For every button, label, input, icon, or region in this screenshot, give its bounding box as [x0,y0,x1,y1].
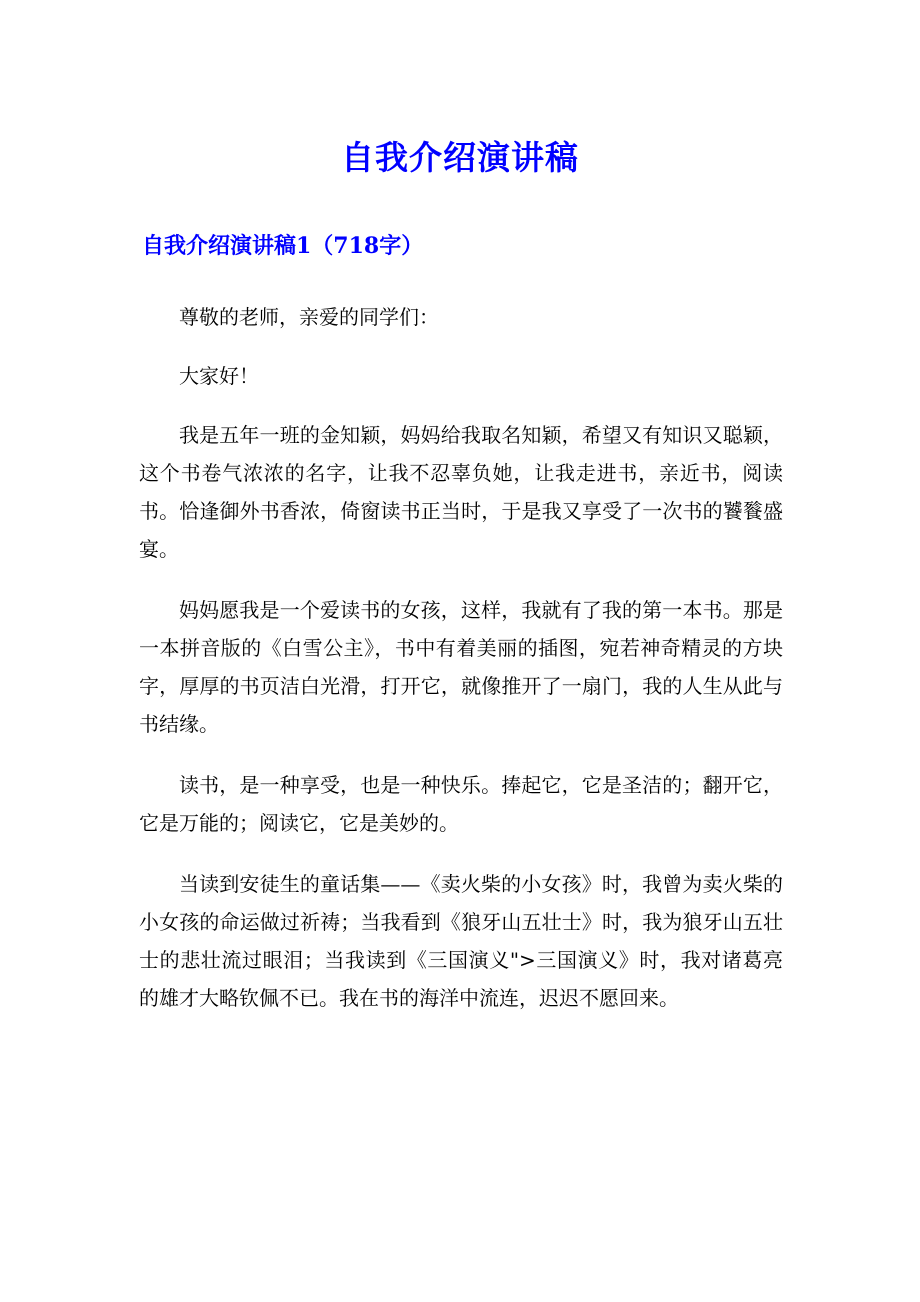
paragraph-salutation: 尊敬的老师，亲爱的同学们： [179,305,439,329]
document-body [139,298,783,1040]
paragraph-first-book: 妈妈愿我是一个爱读书的女孩，这样，我就有了我的第一本书。那是一本拼音版的《白雪公主》，书中有着美丽的插图，宛若神奇精灵的方块字，厚厚的书页洁白光滑，打开它，就像推开了一扇门，我的人生从此与书结缘。 [139,598,783,736]
section-heading: 自我介绍演讲稿1（718字） [142,233,424,259]
paragraph-introduction: 我是五年一班的金知颖，妈妈给我取名知颖，希望又有知识又聪颖，这个书卷气浓浓的名字，让我不忍辜负她，让我走进书，亲近书，阅读书。恰逢御外书香浓，倚窗读书正当时，于是我又享受了一次书的饕餮盛宴。 [139,423,783,561]
paragraph-books-read: 当读到安徒生的童话集——《卖火柴的小女孩》时，我曾为卖火柴的小女孩的命运做过祈祷；当我看到《狼牙山五壮士》时，我为狼牙山五壮士的悲壮流过眼泪；当我读到《三国演义">三国演义》时，我对诸葛亮的雄才大略钦佩不已。我在书的海洋中流连，迟迟不愿回来。 [139,872,783,1010]
document-title: 自我介绍演讲稿 [341,138,579,177]
paragraph-reading-joy: 读书，是一种享受，也是一种快乐。捧起它，它是圣洁的；翻开它，它是万能的；阅读它，它是美妙的。 [139,773,783,835]
paragraph-greeting: 大家好！ [179,364,259,388]
